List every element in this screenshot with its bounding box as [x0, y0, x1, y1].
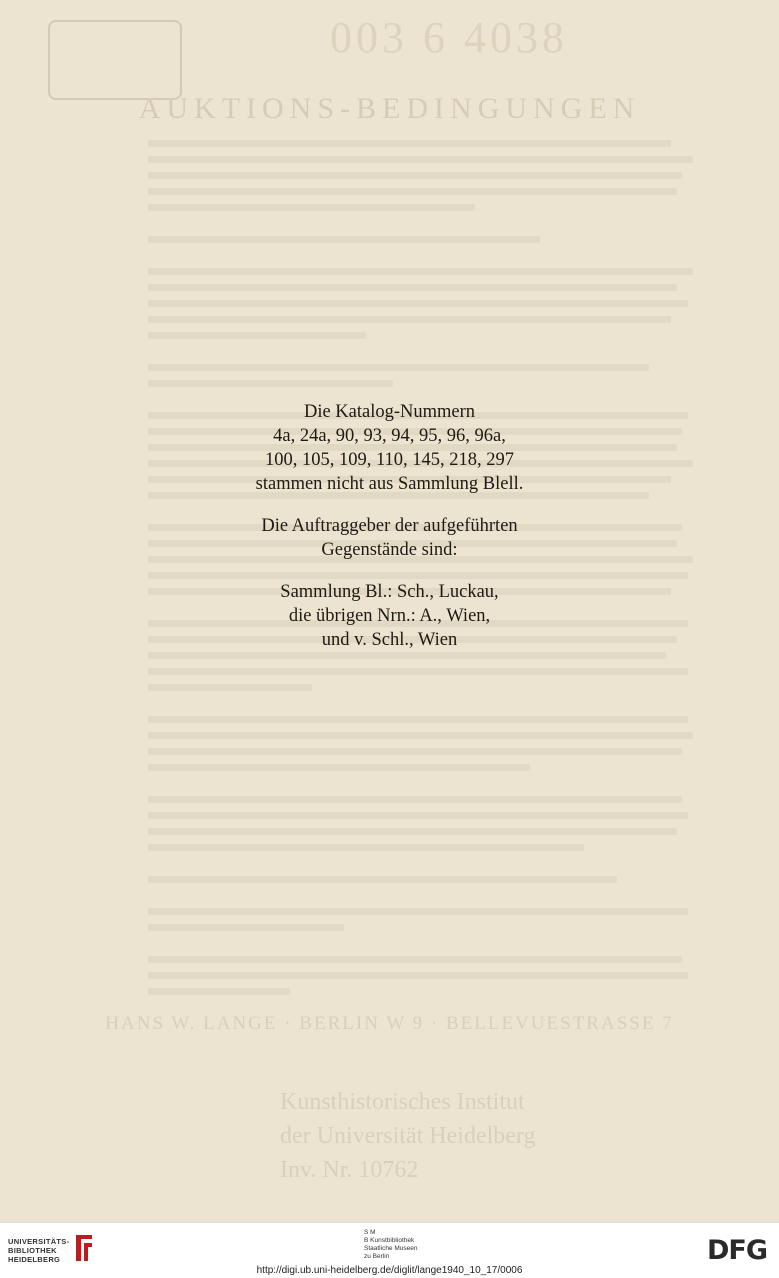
credit-line: zu Berlin — [364, 1253, 390, 1260]
text-line: und v. Schl., Wien — [321, 630, 458, 650]
show-through-heading: AUKTIONS-BEDINGUNGEN — [138, 92, 641, 125]
document-url[interactable]: http://digi.ub.uni-heidelberg.de/diglit/lange1940_10_17/0006 — [256, 1265, 523, 1276]
credit-line: Staatliche Museen — [364, 1245, 418, 1252]
text-line: stammen nicht aus Sammlung Blell. — [255, 474, 524, 494]
faded-stamp — [48, 20, 182, 100]
text-line: 4a, 24a, 90, 93, 94, 95, 96, 96a, — [273, 426, 506, 446]
credit-line: S M — [364, 1229, 376, 1236]
credit-line: B Kunstbibliothek — [364, 1237, 415, 1244]
show-through-footer: HANS W. LANGE · BERLIN W 9 · BELLEVUESTRASSE 7 — [105, 1013, 674, 1034]
library-logo-icon — [72, 1233, 96, 1263]
paragraph-consignors-intro — [0, 514, 779, 562]
library-logo — [8, 1237, 69, 1264]
dfg-logo: DFG — [706, 1235, 767, 1266]
text-line: Sammlung Bl.: Sch., Luckau, — [280, 582, 499, 602]
text-line: Gegenstände sind: — [321, 540, 458, 560]
viewer-footer — [0, 1222, 779, 1278]
museum-credit — [364, 1229, 417, 1261]
paragraph-catalog-numbers — [0, 400, 779, 496]
text-line: 100, 105, 109, 110, 145, 218, 297 — [264, 450, 515, 470]
text-line: die übrigen Nrn.: A., Wien, — [288, 606, 491, 626]
paragraph-consignors-list — [0, 580, 779, 652]
library-logo-line: HEIDELBERG — [8, 1255, 61, 1264]
library-logo-line: UNIVERSITÄTS- — [8, 1237, 70, 1246]
notice-text — [0, 400, 779, 670]
faded-handwritten-number: 003 6 4038 — [330, 13, 568, 62]
faded-institute-stamp: Kunsthistorisches Institut der Universität Heidelberg Inv. Nr. 10762 — [280, 1089, 536, 1183]
text-line: Die Katalog-Nummern — [303, 402, 476, 422]
library-logo-line: BIBLIOTHEK — [8, 1246, 57, 1255]
text-line: Die Auftraggeber der aufgeführten — [261, 516, 518, 536]
